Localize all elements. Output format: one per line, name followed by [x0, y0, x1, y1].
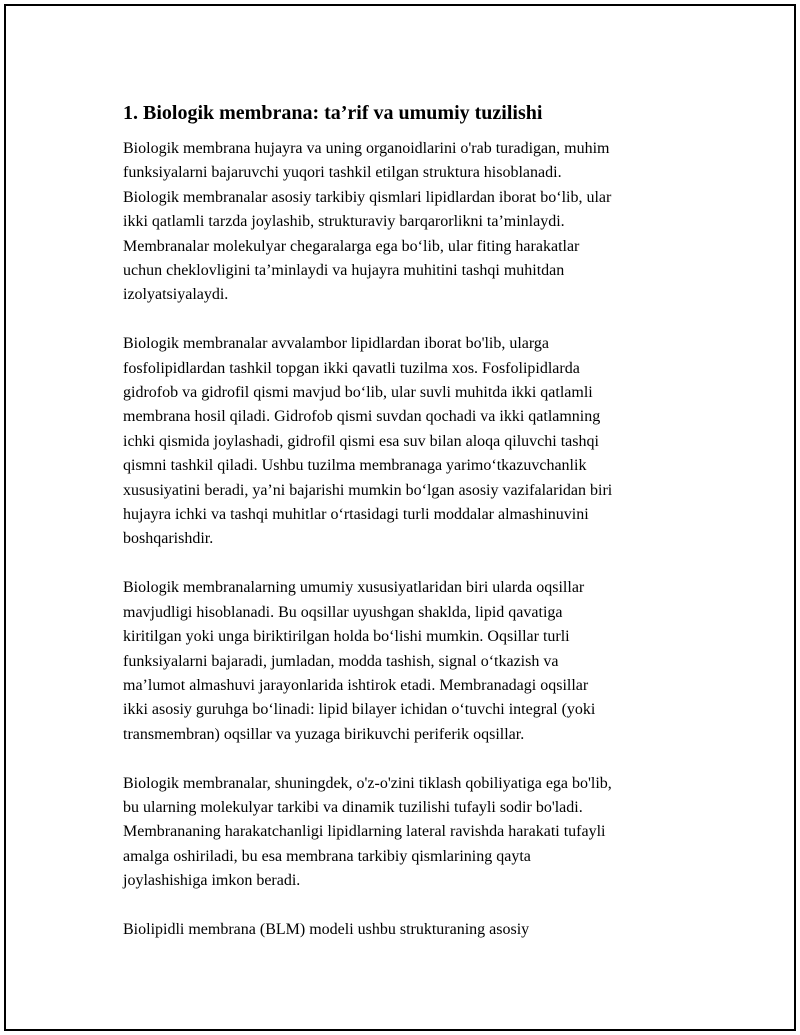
text-line: ichki qismida joylashadi, gidrofil qismi esa suv bilan aloqa qiluvchi tashqi	[123, 432, 599, 450]
text-line: gidrofob va gidrofil qismi mavjud bo‘lib, ular suvli muhitda ikki qatlamli	[123, 384, 593, 402]
text-line: Biologik membranalar, shuningdek, o'z-o'zini tiklash qobiliyatiga ega bo'lib,	[123, 774, 612, 792]
text-line: Biologik membranalar asosiy tarkibiy qismlari lipidlardan iborat bo‘lib, ular	[123, 188, 612, 206]
text-line: Biologik membrana hujayra va uning organoidlarini o'rab turadigan, muhim	[123, 140, 610, 157]
text-line: membrana hosil qiladi. Gidrofob qismi suvdan qochadi va ikki qatlamning	[123, 408, 601, 426]
text-line: ikki qatlamli tarzda joylashib, strukturaviy barqarorlikni ta’minlaydi.	[123, 213, 565, 231]
text-line: izolyatsiyalaydi.	[123, 286, 229, 304]
paragraph-2	[123, 332, 703, 552]
paragraph-3	[123, 576, 703, 747]
section-heading: 1. Biologik membrana: ta’rif va umumiy tuzilishi	[123, 102, 543, 124]
text-line: Biolipidli membrana (BLM) modeli ushbu strukturaning asosiy	[123, 920, 530, 938]
text-line: qismni tashkil qiladi. Ushbu tuzilma membranaga yarimo‘tkazuvchanlik	[123, 457, 587, 475]
text-line: transmembran) oqsillar va yuzaga birikuvchi periferik oqsillar.	[123, 725, 525, 743]
text-line: ikki asosiy guruhga bo‘linadi: lipid bilayer ichidan o‘tuvchi integral (yoki	[123, 701, 596, 719]
document-body	[123, 100, 703, 967]
text-line: Membrananing harakatchanligi lipidlarning lateral ravishda harakati tufayli	[123, 823, 606, 841]
paragraph-5	[123, 918, 703, 942]
text-line: funksiyalarni bajaruvchi yuqori tashkil etilgan struktura hisoblanadi.	[123, 164, 562, 182]
text-line: Biologik membranalarning umumiy xususiyatlaridan biri ularda oqsillar	[123, 579, 585, 597]
text-line: mavjudligi hisoblanadi. Bu oqsillar uyushgan shaklda, lipid qavatiga	[123, 603, 563, 621]
text-line: uchun cheklovligini ta’minlaydi va hujayra muhitini tashqi muhitdan	[123, 262, 565, 280]
text-line: funksiyalarni bajaradi, jumladan, modda tashish, signal o‘tkazish va	[123, 652, 559, 670]
paragraph-1	[123, 137, 703, 308]
text-line: amalga oshiriladi, bu esa membrana tarkibiy qismlarining qayta	[123, 847, 531, 865]
text-line: boshqarishdir.	[123, 530, 214, 548]
text-line: Biologik membranalar avvalambor lipidlardan iborat bo'lib, ularga	[123, 335, 550, 353]
text-line: Membranalar molekulyar chegaralarga ega bo‘lib, ular fiting harakatlar	[123, 237, 580, 255]
text-line: xususiyatini beradi, ya’ni bajarishi mumkin bo‘lgan asosiy vazifalaridan biri	[123, 481, 613, 499]
paragraph-4	[123, 772, 703, 894]
text-line: hujayra ichki va tashqi muhitlar o‘rtasidagi turli moddalar almashinuvini	[123, 506, 589, 524]
page-frame	[4, 4, 796, 1031]
text-line: kiritilgan yoki unga biriktirilgan holda bo‘lishi mumkin. Oqsillar turli	[123, 628, 570, 646]
text-line: ma’lumot almashuvi jarayonlarida ishtirok etadi. Membranadagi oqsillar	[123, 676, 589, 694]
text-line: joylashishiga imkon beradi.	[123, 872, 301, 890]
text-line: bu ularning molekulyar tarkibi va dinamik tuzilishi tufayli sodir bo'ladi.	[123, 798, 583, 816]
text-line: fosfolipidlardan tashkil topgan ikki qavatli tuzilma xos. Fosfolipidlarda	[123, 359, 580, 377]
